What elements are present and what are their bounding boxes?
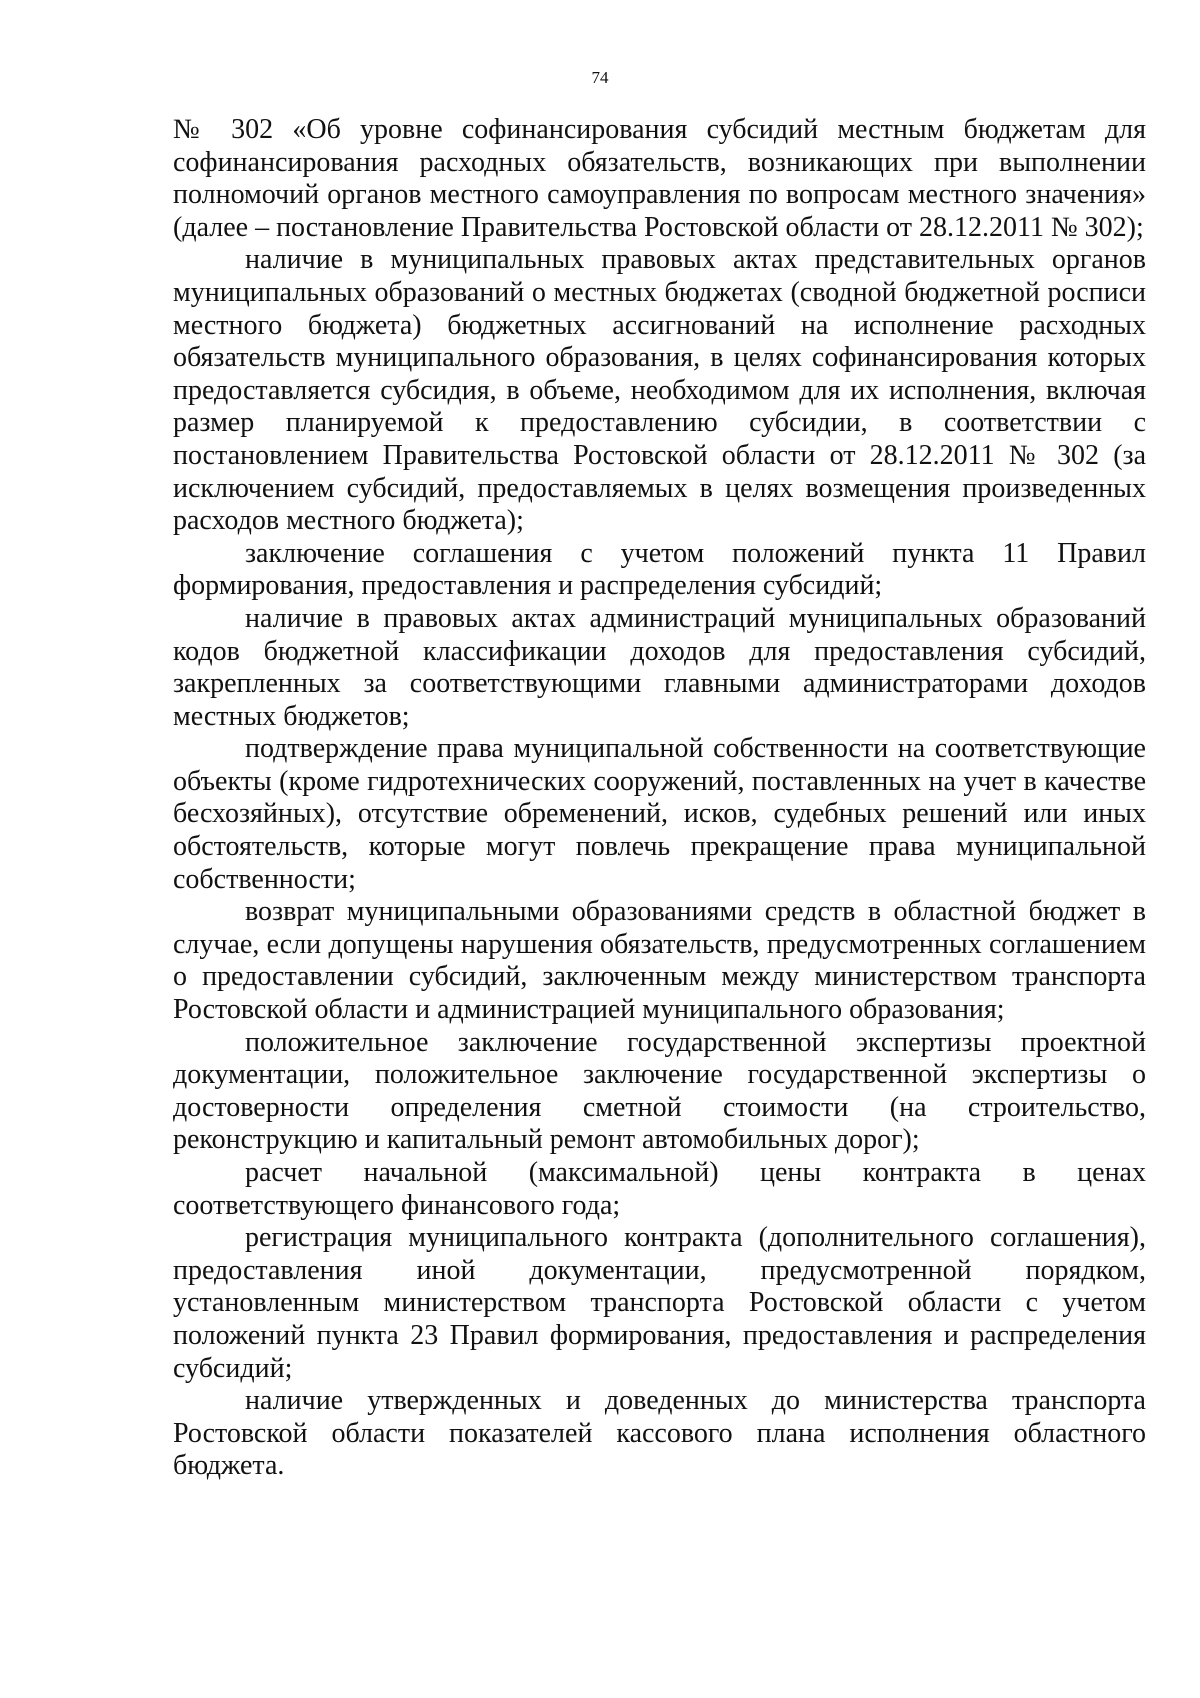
paragraph-cash-plan: наличие утвержденных и доведенных до министерства транспорта Ростовской области показателей кассового плана исполнения областного бюджета.: [173, 1385, 1146, 1482]
paragraph-contract-registration: регистрация муниципального контракта (дополнительного соглашения), предоставления иной документации, предусмотренной порядком, установленным министерством транспорта Ростовской области с учетом положений пункта 23 Правил формирования, предоставления и распределения субсидий;: [173, 1222, 1146, 1384]
paragraph-contract-price: расчет начальной (максимальной) цены контракта в ценах соответствующего финансового года;: [173, 1157, 1146, 1221]
paragraph-property-rights: подтверждение права муниципальной собственности на соответствующие объекты (кроме гидротехнических сооружений, поставленных на учет в качестве бесхозяйных), отсутствие обременений, исков, судебных решений или иных обстоятельств, которые могут повлечь прекращение права муниципальной собственности;: [173, 733, 1146, 895]
page-number: 74: [591, 68, 609, 87]
paragraph-budget-codes: наличие в правовых актах администраций муниципальных образований кодов бюджетной классификации доходов для предоставления субсидий, закрепленных за соответствующими главными администраторами доходов местных бюджетов;: [173, 602, 1146, 732]
paragraph-funds-return: возврат муниципальными образованиями средств в областной бюджет в случае, если допущены нарушения обязательств, предусмотренных соглашением о предоставлении субсидий, заключенным между министерством транспорта Ростовской области и администрацией муниципального образования;: [173, 896, 1146, 1026]
paragraph-budget-allocations: наличие в муниципальных правовых актах представительных органов муниципальных образований о местных бюджетах (сводной бюджетной росписи местного бюджета) бюджетных ассигнований на исполнение расходных обязательств муниципального образования, в целях софинансирования которых предоставляется субсидия, в объеме, необходимом для их исполнения, включая размер планируемой к предоставлению субсидии, в соответствии с постановлением Правительства Ростовской области от 28.12.2011 № 302 (за исключением субсидий, предоставляемых в целях возмещения произведенных расходов местного бюджета);: [173, 244, 1146, 537]
paragraph-resolution-reference: № 302 «Об уровне софинансирования субсидий местным бюджетам для софинансирования расходных обязательств, возникающих при выполнении полномочий органов местного самоуправления по вопросам местного значения» (далее – постановление Правительства Ростовской области от 28.12.2011 № 302);: [173, 114, 1146, 243]
paragraph-agreement: заключение соглашения с учетом положений пункта 11 Правил формирования, предоставления и распределения субсидий;: [173, 537, 1146, 602]
document-body: [173, 114, 1146, 1483]
paragraph-expertise: положительное заключение государственной экспертизы проектной документации, положительное заключение государственной экспертизы о достоверности определения сметной стоимости (на строительство, реконструкцию и капитальный ремонт автомобильных дорог);: [173, 1026, 1146, 1156]
